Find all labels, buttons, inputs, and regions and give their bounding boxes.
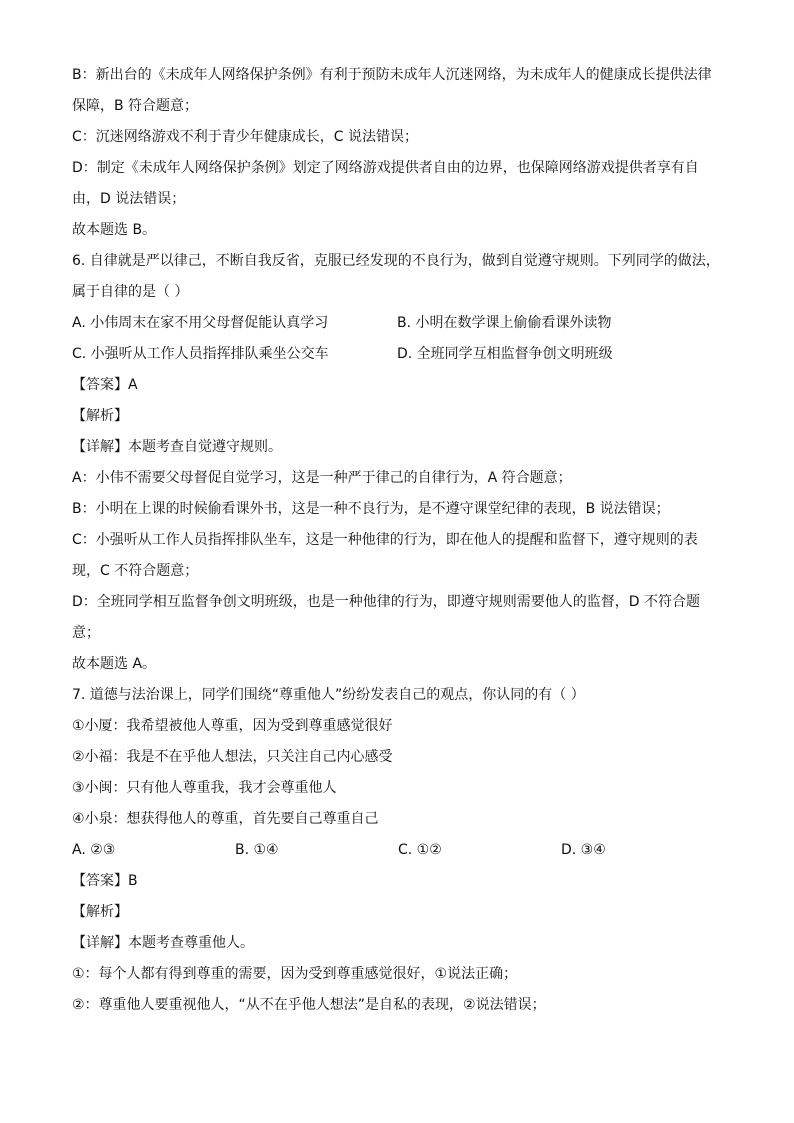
option-b: B. ①④: [235, 842, 279, 858]
explanation-line: ①：每个人都有得到尊重的需要，因为受到尊重感觉很好，①说法正确；: [72, 966, 518, 982]
explanation-line: 意；: [72, 625, 100, 641]
question-7-options-row: [72, 835, 724, 866]
explanation-line: 【详解】本题考查自觉遵守规则。: [72, 439, 282, 455]
text-line: B：新出台的《未成年人网络保护条例》有利于预防未成年人沉迷网络，为未成年人的健康成长提供法律: [72, 67, 712, 83]
explanation-line: A：小伟不需要父母督促自觉学习，这是一种严于律己的自律行为，A 符合题意；: [72, 470, 572, 486]
view-item: ②小福：我是不在乎他人想法，只关注自己内心感受: [72, 749, 393, 765]
question-6-stem: 6. 自律就是严以律己，不断自我反省，克服已经发现的不良行为，做到自觉遵守规则。下列同学的做法，: [72, 253, 720, 269]
text-line: C：沉迷网络游戏不利于青少年健康成长，C 说法错误；: [72, 129, 418, 145]
option-b: B. 小明在数学课上偷偷看课外读物: [397, 315, 612, 331]
question-6-stem: 属于自律的是（ ）: [72, 284, 189, 300]
explanation-line: B：小明在上课的时候偷看课外书，这是一种不良行为，是不遵守课堂纪律的表现，B 说法错误；: [72, 501, 670, 517]
text-line: 由，D 说法错误；: [72, 191, 186, 207]
option-a: A. 小伟周末在家不用父母督促能认真学习: [72, 315, 329, 331]
view-item: ③小闽：只有他人尊重我，我才会尊重他人: [72, 780, 337, 796]
explanation-line: ②：尊重他人要重视他人，“从不在乎他人想法”是自私的表现，②说法错误；: [72, 997, 546, 1013]
question-6-options-row: [72, 339, 724, 370]
explanation-line: 【详解】本题考查尊重他人。: [72, 935, 254, 951]
view-item: ④小泉：想获得他人的尊重，首先要自己尊重自己: [72, 811, 379, 827]
analysis-label: 【解析】: [72, 408, 128, 424]
analysis-label: 【解析】: [72, 904, 128, 920]
question-6-options-row: [72, 308, 724, 339]
explanation-line: C：小强听从工作人员指挥排队坐车，这是一种他律的行为，即在他人的提醒和监督下，遵守规则的表: [72, 532, 698, 548]
view-item: ①小厦：我希望被他人尊重，因为受到尊重感觉很好: [72, 718, 393, 734]
answer-label: 【答案】B: [72, 873, 138, 889]
option-c: C. 小强听从工作人员指挥排队乘坐公交车: [72, 346, 329, 362]
option-d: D. 全班同学互相监督争创文明班级: [397, 346, 613, 362]
page-content: [72, 60, 724, 1021]
option-d: D. ③④: [561, 842, 606, 858]
text-line: 保障，B 符合题意；: [72, 98, 199, 114]
text-line: D：制定《未成年人网络保护条例》划定了网络游戏提供者自由的边界，也保障网络游戏提供者享有自: [72, 160, 699, 176]
option-a: A. ②③: [72, 842, 116, 858]
explanation-line: 现，C 不符合题意；: [72, 563, 199, 579]
option-c: C. ①②: [398, 842, 442, 858]
explanation-line: 故本题选 A。: [72, 656, 157, 672]
text-line: 故本题选 B。: [72, 222, 157, 238]
question-7-stem: 7. 道德与法治课上，同学们围绕“尊重他人”纷纷发表自己的观点，你认同的有（ ）: [72, 687, 585, 703]
answer-label: 【答案】A: [72, 377, 138, 393]
explanation-line: D：全班同学相互监督争创文明班级，也是一种他律的行为，即遵守规则需要他人的监督，D 不符合题: [72, 594, 701, 610]
